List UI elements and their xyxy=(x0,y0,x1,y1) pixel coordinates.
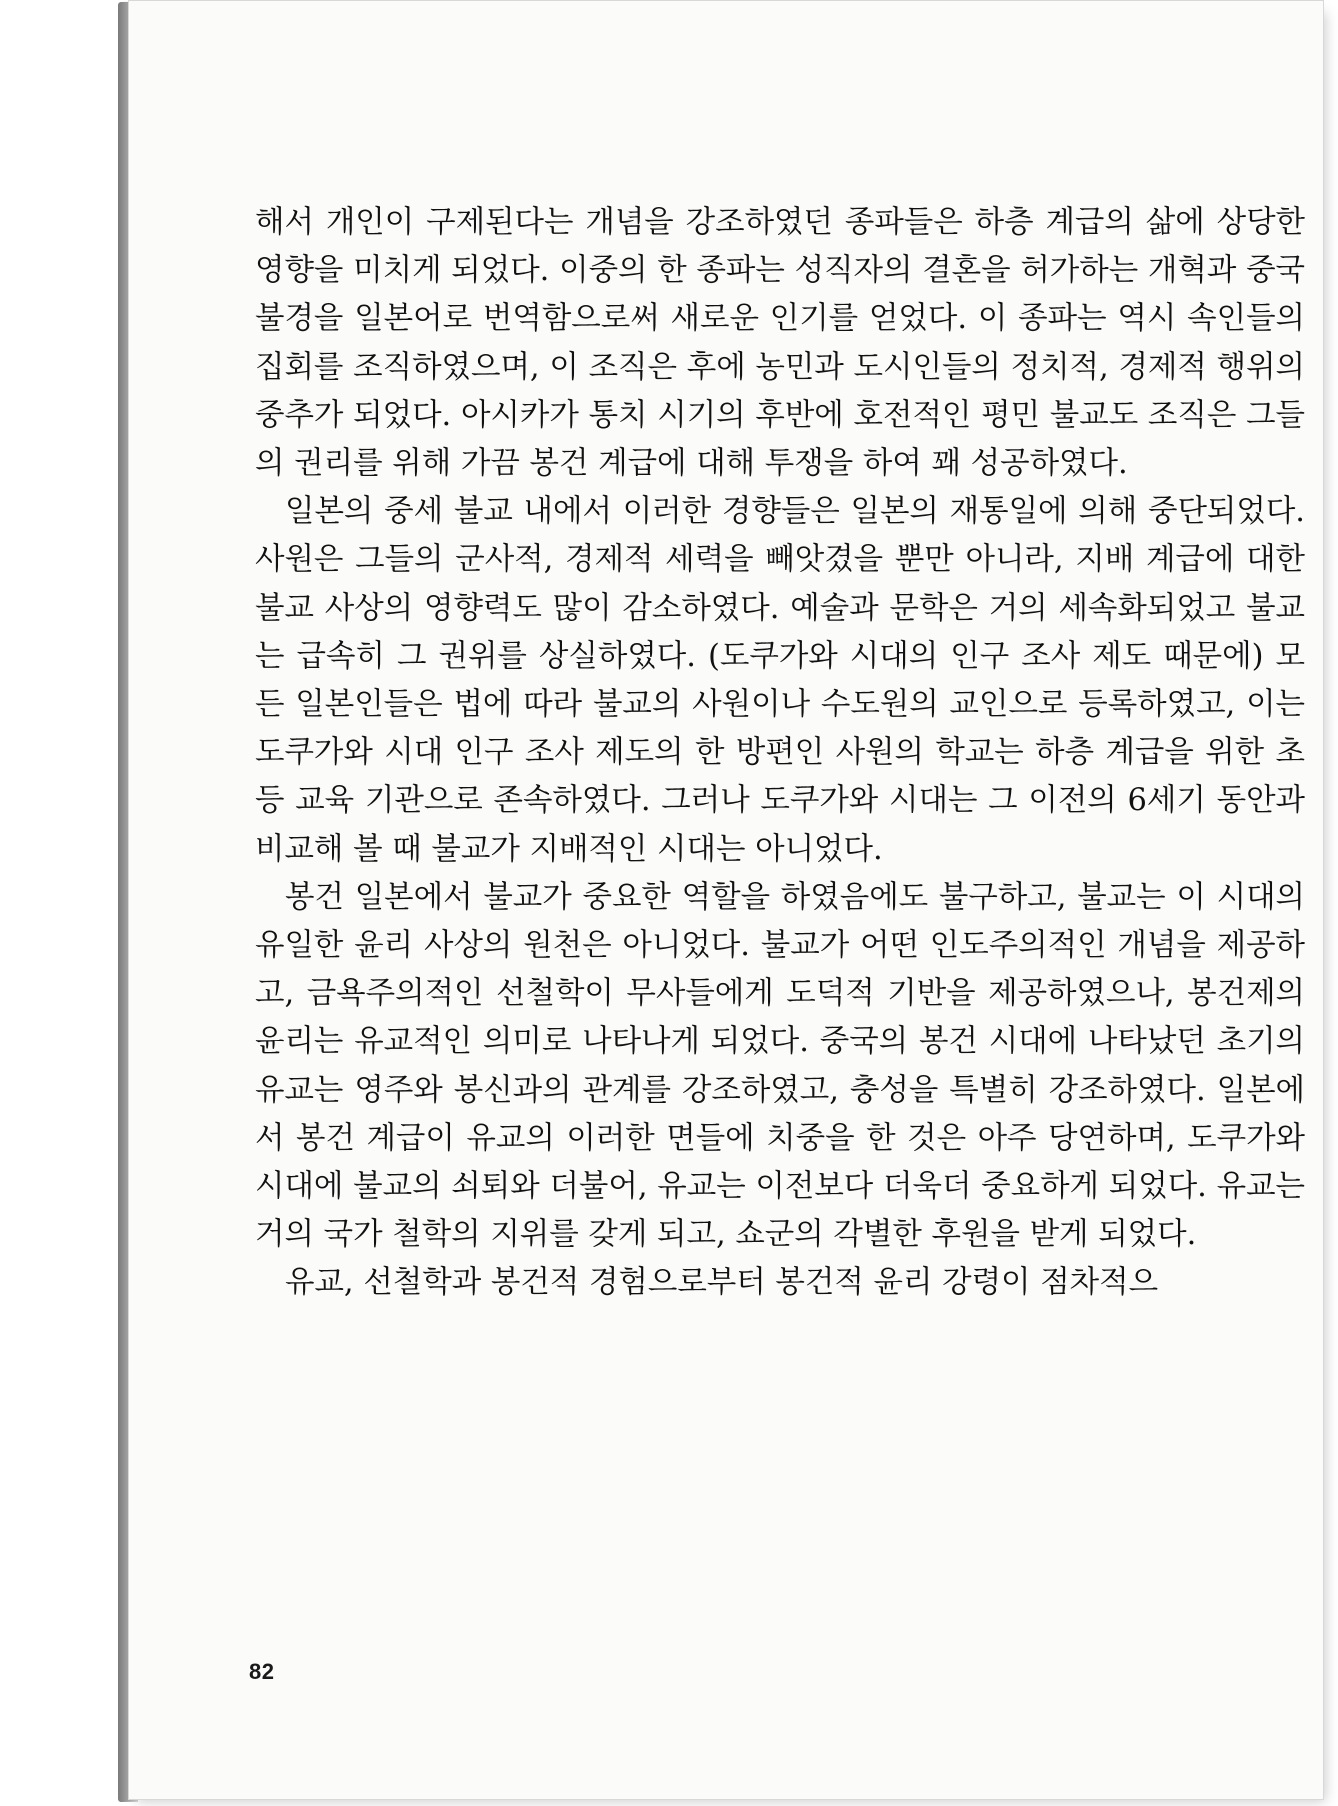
paragraph-4: 유교, 선철학과 봉건적 경험으로부터 봉건적 윤리 강령이 점차적으 xyxy=(285,1265,1159,1301)
page-number: 82 xyxy=(249,1659,275,1684)
paragraph-3: 봉건 일본에서 불교가 중요한 역할을 하였음에도 불구하고, 불교는 이 시대의 유일한 윤리 사상의 원천은 아니었다. 불교가 어떤 인도주의적인 개념을 제공하고, 금욕주의적인 선철학이 무사들에게 도덕적 기반을 제공하였으나, 봉건제의 윤리는 유교적인 의미로 나타나게 되었다. 중국의 봉건 시대에 나타났던 초기의 유교는 영주와 봉신과의 관계를 강조하였고, 충성을 특별히 강조하였다. 일본에서 봉건 계급이 유교의 이러한 면들에 치중을 한 것은 아주 당연하며, 도쿠가와 시대에 불교의 쇠퇴와 더불어, 유교는 이전보다 더욱더 중요하게 되었다. 유교는 거의 국가 철학의 지위를 갖게 되고, 쇼군의 각별한 후원을 받게 되었다. xyxy=(255,879,1305,1253)
body-text xyxy=(255,199,1305,1308)
paragraph-1: 해서 개인이 구제된다는 개념을 강조하였던 종파들은 하층 계급의 삶에 상당한 영향을 미치게 되었다. 이중의 한 종파는 성직자의 결혼을 허가하는 개혁과 중국 불경을 일본어로 번역함으로써 새로운 인기를 얻었다. 이 종파는 역시 속인들의 집회를 조직하였으며, 이 조직은 후에 농민과 도시인들의 정치적, 경제적 행위의 중추가 되었다. 아시카가 통치 시기의 후반에 호전적인 평민 불교도 조직은 그들의 권리를 위해 가끔 봉건 계급에 대해 투쟁을 하여 꽤 성공하였다. xyxy=(255,205,1305,482)
paragraph-2: 일본의 중세 불교 내에서 이러한 경향들은 일본의 재통일에 의해 중단되었다. 사원은 그들의 군사적, 경제적 세력을 빼앗겼을 뿐만 아니라, 지배 계급에 대한 불교 사상의 영향력도 많이 감소하였다. 예술과 문학은 거의 세속화되었고 불교는 급속히 그 권위를 상실하였다. (도쿠가와 시대의 인구 조사 제도 때문에) 모든 일본인들은 법에 따라 불교의 사원이나 수도원의 교인으로 등록하였고, 이는 도쿠가와 시대 인구 조사 제도의 한 방편인 사원의 학교는 하층 계급을 위한 초등 교육 기관으로 존속하였다. 그러나 도쿠가와 시대는 그 이전의 6세기 동안과 비교해 볼 때 불교가 지배적인 시대는 아니었다. xyxy=(255,494,1305,867)
book-page xyxy=(128,0,1324,1800)
